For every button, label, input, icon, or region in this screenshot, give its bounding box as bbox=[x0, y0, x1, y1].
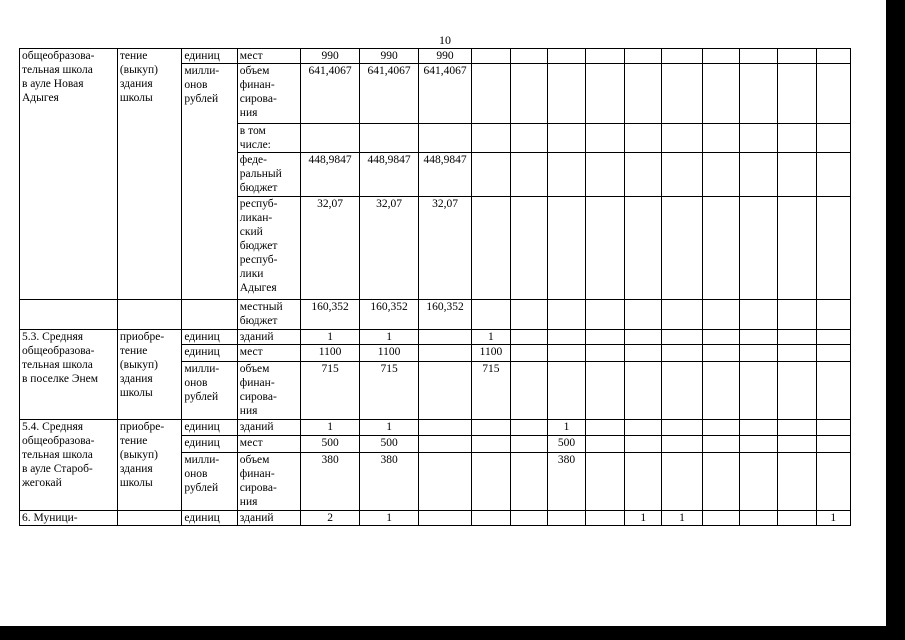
table-cell bbox=[702, 64, 739, 124]
table-cell bbox=[471, 153, 510, 197]
table-cell: 160,352 bbox=[301, 300, 359, 330]
table-cell bbox=[739, 362, 777, 420]
program-table bbox=[19, 48, 851, 526]
table-row bbox=[20, 330, 851, 345]
table-cell bbox=[778, 436, 816, 453]
table-cell bbox=[778, 64, 816, 124]
table-cell: приобре- тение (выкуп) здания школы bbox=[117, 330, 182, 420]
table-row bbox=[20, 511, 851, 526]
table-cell bbox=[778, 453, 816, 511]
table-cell bbox=[511, 330, 548, 345]
table-cell bbox=[816, 420, 850, 436]
table-cell bbox=[511, 64, 548, 124]
table-cell bbox=[702, 511, 739, 526]
table-cell: зданий bbox=[237, 511, 301, 526]
table-cell bbox=[778, 153, 816, 197]
table-row bbox=[20, 420, 851, 436]
table-cell: 1 bbox=[471, 330, 510, 345]
table-cell: 641,4067 bbox=[301, 64, 359, 124]
table-cell: 1 bbox=[548, 420, 585, 436]
table-cell: единиц bbox=[182, 49, 237, 64]
table-cell: 32,07 bbox=[419, 197, 471, 300]
table-cell: объем финан- сирова- ния bbox=[237, 453, 301, 511]
table-cell: 160,352 bbox=[419, 300, 471, 330]
table-cell bbox=[511, 362, 548, 420]
table-cell bbox=[625, 453, 662, 511]
table-cell bbox=[739, 64, 777, 124]
table-cell: 380 bbox=[548, 453, 585, 511]
table-cell bbox=[739, 453, 777, 511]
table-cell bbox=[585, 197, 624, 300]
table-cell bbox=[816, 300, 850, 330]
table-cell: 500 bbox=[548, 436, 585, 453]
table-cell bbox=[702, 453, 739, 511]
table-cell bbox=[548, 511, 585, 526]
table-cell bbox=[702, 330, 739, 345]
table-cell bbox=[625, 420, 662, 436]
table-cell bbox=[471, 197, 510, 300]
table-cell: в том числе: bbox=[237, 124, 301, 153]
table-cell bbox=[625, 197, 662, 300]
table-row bbox=[20, 300, 851, 330]
table-cell bbox=[739, 197, 777, 300]
table-cell: объем финан- сирова- ния bbox=[237, 64, 301, 124]
table-cell bbox=[816, 436, 850, 453]
table-cell bbox=[739, 345, 777, 362]
table-cell: 160,352 bbox=[359, 300, 419, 330]
table-cell bbox=[625, 153, 662, 197]
table-cell bbox=[778, 124, 816, 153]
table-cell: 1 bbox=[301, 330, 359, 345]
table-cell bbox=[702, 300, 739, 330]
table-cell: 1 bbox=[301, 420, 359, 436]
table-cell: мест bbox=[237, 49, 301, 64]
table-cell bbox=[739, 511, 777, 526]
table-cell bbox=[548, 49, 585, 64]
table-cell: 6. Муници- bbox=[20, 511, 118, 526]
table-cell bbox=[816, 362, 850, 420]
table-cell bbox=[548, 153, 585, 197]
table-cell: общеобразова- тельная школа в ауле Новая Адыгея bbox=[20, 49, 118, 300]
table-cell: единиц bbox=[182, 420, 237, 436]
table-cell bbox=[662, 436, 702, 453]
table-cell: 1100 bbox=[471, 345, 510, 362]
table-cell: 1 bbox=[359, 330, 419, 345]
table-cell bbox=[778, 49, 816, 64]
table-cell bbox=[585, 49, 624, 64]
table-cell bbox=[702, 436, 739, 453]
table-cell bbox=[739, 330, 777, 345]
table-cell bbox=[511, 153, 548, 197]
table-cell bbox=[585, 124, 624, 153]
table-cell: 990 bbox=[359, 49, 419, 64]
table-cell bbox=[662, 345, 702, 362]
table-cell bbox=[739, 153, 777, 197]
table-cell bbox=[778, 362, 816, 420]
table-cell: 448,9847 bbox=[419, 153, 471, 197]
table-cell: мест bbox=[237, 436, 301, 453]
table-cell bbox=[625, 436, 662, 453]
table-cell bbox=[548, 197, 585, 300]
table-cell bbox=[739, 124, 777, 153]
table-cell bbox=[419, 436, 471, 453]
table-cell bbox=[625, 49, 662, 64]
table-cell: объем финан- сирова- ния bbox=[237, 362, 301, 420]
table-cell: 1 bbox=[662, 511, 702, 526]
table-cell: единиц bbox=[182, 436, 237, 453]
table-cell bbox=[585, 436, 624, 453]
table-row bbox=[20, 49, 851, 64]
table-cell bbox=[548, 64, 585, 124]
table-cell bbox=[625, 64, 662, 124]
table-cell bbox=[702, 124, 739, 153]
table-cell bbox=[419, 124, 471, 153]
table-cell bbox=[585, 420, 624, 436]
table-cell: зданий bbox=[237, 420, 301, 436]
table-cell bbox=[739, 420, 777, 436]
table-cell bbox=[739, 436, 777, 453]
table-cell bbox=[585, 453, 624, 511]
table-cell: 715 bbox=[359, 362, 419, 420]
table-cell bbox=[778, 300, 816, 330]
table-cell bbox=[585, 345, 624, 362]
table-cell bbox=[359, 124, 419, 153]
table-cell: 1100 bbox=[359, 345, 419, 362]
table-cell bbox=[471, 420, 510, 436]
table-cell bbox=[471, 49, 510, 64]
table-cell bbox=[471, 453, 510, 511]
table-cell bbox=[419, 511, 471, 526]
table-cell bbox=[471, 124, 510, 153]
table-cell bbox=[625, 124, 662, 153]
table-cell bbox=[778, 197, 816, 300]
table-cell: 32,07 bbox=[359, 197, 419, 300]
table-cell: 1 bbox=[359, 511, 419, 526]
table-cell bbox=[625, 362, 662, 420]
table-cell bbox=[471, 436, 510, 453]
table-cell: 5.4. Средняя общеобразова- тельная школа в ауле Староб- жегокай bbox=[20, 420, 118, 511]
table-cell bbox=[702, 197, 739, 300]
table-cell bbox=[625, 330, 662, 345]
table-cell bbox=[662, 49, 702, 64]
table-cell bbox=[625, 300, 662, 330]
table-cell bbox=[662, 362, 702, 420]
table-cell bbox=[419, 420, 471, 436]
table-cell: 641,4067 bbox=[359, 64, 419, 124]
table-cell bbox=[662, 330, 702, 345]
table-cell bbox=[548, 330, 585, 345]
table-cell: зданий bbox=[237, 330, 301, 345]
table-cell: 448,9847 bbox=[359, 153, 419, 197]
table-cell bbox=[778, 330, 816, 345]
table-cell: милли- онов рублей bbox=[182, 64, 237, 300]
scan-edge-right bbox=[886, 0, 905, 626]
table-cell bbox=[419, 330, 471, 345]
table-cell bbox=[511, 436, 548, 453]
table-cell bbox=[816, 330, 850, 345]
table-cell: 990 bbox=[301, 49, 359, 64]
table-cell bbox=[548, 362, 585, 420]
table-cell bbox=[471, 300, 510, 330]
table-cell bbox=[702, 420, 739, 436]
table-cell: 2 bbox=[301, 511, 359, 526]
table-cell bbox=[419, 453, 471, 511]
table-cell bbox=[548, 345, 585, 362]
table-cell: 1 bbox=[625, 511, 662, 526]
table-cell: единиц bbox=[182, 330, 237, 345]
table-cell bbox=[739, 300, 777, 330]
table-cell bbox=[662, 124, 702, 153]
table-cell: 500 bbox=[301, 436, 359, 453]
table-cell: 990 bbox=[419, 49, 471, 64]
table-cell bbox=[662, 453, 702, 511]
table-cell bbox=[548, 124, 585, 153]
table-cell: милли- онов рублей bbox=[182, 453, 237, 511]
table-cell bbox=[182, 300, 237, 330]
table-cell: местный бюджет bbox=[237, 300, 301, 330]
table-cell: 448,9847 bbox=[301, 153, 359, 197]
table-cell bbox=[301, 124, 359, 153]
table-cell bbox=[625, 345, 662, 362]
table-cell: 380 bbox=[359, 453, 419, 511]
table-cell: 5.3. Средняя общеобразова- тельная школа в поселке Энем bbox=[20, 330, 118, 420]
table-cell bbox=[662, 64, 702, 124]
table-cell bbox=[778, 420, 816, 436]
table-cell bbox=[702, 362, 739, 420]
table-cell bbox=[816, 49, 850, 64]
table-cell: мест bbox=[237, 345, 301, 362]
table-cell bbox=[662, 420, 702, 436]
table-cell bbox=[585, 511, 624, 526]
table-cell: приобре- тение (выкуп) здания школы bbox=[117, 420, 182, 511]
table-cell: феде- ральный бюджет bbox=[237, 153, 301, 197]
table-cell bbox=[739, 49, 777, 64]
scan-edge-bottom bbox=[0, 626, 905, 640]
table-cell bbox=[662, 197, 702, 300]
table-cell: 641,4067 bbox=[419, 64, 471, 124]
table-cell bbox=[585, 153, 624, 197]
table-cell: 715 bbox=[301, 362, 359, 420]
table-cell bbox=[585, 330, 624, 345]
table-cell bbox=[702, 49, 739, 64]
table-cell bbox=[511, 420, 548, 436]
table-cell bbox=[662, 153, 702, 197]
table-cell bbox=[702, 153, 739, 197]
table-cell bbox=[778, 511, 816, 526]
table-cell bbox=[471, 511, 510, 526]
table-cell: 500 bbox=[359, 436, 419, 453]
table-cell bbox=[511, 300, 548, 330]
table-cell bbox=[585, 362, 624, 420]
table-cell bbox=[816, 345, 850, 362]
table-cell bbox=[816, 197, 850, 300]
table-cell bbox=[816, 453, 850, 511]
table-cell bbox=[816, 153, 850, 197]
table-cell: милли- онов рублей bbox=[182, 362, 237, 420]
table-cell: 380 bbox=[301, 453, 359, 511]
table-cell bbox=[511, 345, 548, 362]
table-cell: единиц bbox=[182, 511, 237, 526]
table-cell bbox=[419, 362, 471, 420]
table-cell bbox=[816, 64, 850, 124]
table-cell bbox=[117, 300, 182, 330]
table-cell: 715 bbox=[471, 362, 510, 420]
table-cell: 32,07 bbox=[301, 197, 359, 300]
table-cell bbox=[702, 345, 739, 362]
table-cell bbox=[511, 453, 548, 511]
table-cell bbox=[511, 511, 548, 526]
table-cell bbox=[419, 345, 471, 362]
table-cell: 1100 bbox=[301, 345, 359, 362]
table-cell bbox=[585, 300, 624, 330]
page-number: 10 bbox=[439, 33, 451, 47]
table-cell bbox=[585, 64, 624, 124]
table-cell: респуб- ликан- ский бюджет респуб- лики Адыгея bbox=[237, 197, 301, 300]
table-cell: 1 bbox=[816, 511, 850, 526]
table-cell bbox=[117, 511, 182, 526]
table-cell bbox=[511, 124, 548, 153]
table-cell bbox=[662, 300, 702, 330]
table-cell: 1 bbox=[359, 420, 419, 436]
table-cell: единиц bbox=[182, 345, 237, 362]
table-cell: тение (выкуп) здания школы bbox=[117, 49, 182, 300]
table-cell bbox=[548, 300, 585, 330]
table-cell bbox=[816, 124, 850, 153]
table-cell bbox=[511, 197, 548, 300]
table-cell bbox=[20, 300, 118, 330]
table-cell bbox=[511, 49, 548, 64]
table-cell bbox=[778, 345, 816, 362]
table-cell bbox=[471, 64, 510, 124]
